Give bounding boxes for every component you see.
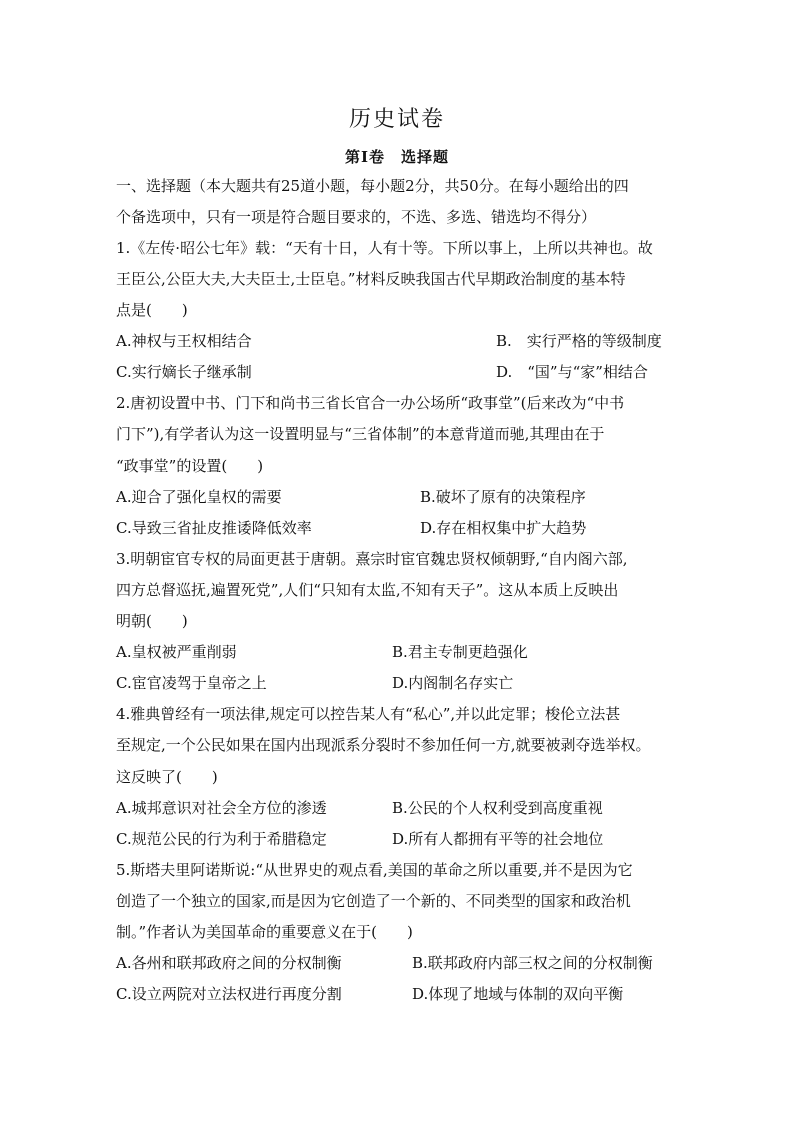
question-5-option-c[interactable]: C.设立两院对立法权进行再度分割 — [116, 985, 342, 1003]
section-heading: 第Ⅰ卷 选择题 — [344, 148, 450, 166]
question-5-option-d[interactable]: D.体现了地域与体制的双向平衡 — [412, 985, 624, 1003]
question-5-text: 创造了一个独立的国家,而是因为它创造了一个新的、不同类型的国家和政治机 — [116, 892, 631, 910]
question-3-text: 明朝( ) — [116, 612, 188, 630]
question-5-text: 制。”作者认为美国革命的重要意义在于( ) — [116, 923, 413, 941]
question-1-option-b[interactable]: B. 实行严格的等级制度 — [496, 332, 662, 350]
instructions-line: 个备选项中，只有一项是符合题目要求的，不选、多选、错选均不得分） — [116, 208, 597, 226]
question-3-text: 3.明朝宦官专权的局面更甚于唐朝。熹宗时宦官魏忠贤权倾朝野,“自内阁六部, — [116, 550, 628, 568]
question-1-option-c[interactable]: C.实行嫡长子继承制 — [116, 363, 252, 381]
question-3-option-a[interactable]: A.皇权被严重削弱 — [116, 643, 237, 661]
question-4-option-d[interactable]: D.所有人都拥有平等的社会地位 — [392, 830, 604, 848]
question-4-option-a[interactable]: A.城邦意识对社会全方位的渗透 — [116, 799, 327, 817]
question-1-option-d[interactable]: D. “国”与“家”相结合 — [496, 363, 648, 381]
question-3-option-c[interactable]: C.宦官凌驾于皇帝之上 — [116, 674, 267, 692]
instructions-line: 一、选择题（本大题共有25道小题，每小题2分，共50分。在每小题给出的四 — [116, 177, 629, 195]
question-3-text: 四方总督巡抚,遍置死党”,人们“只知有太监,不知有天子”。这从本质上反映出 — [116, 581, 619, 599]
question-2-option-d[interactable]: D.存在相权集中扩大趋势 — [420, 519, 587, 537]
question-2-text: 门下”),有学者认为这一设置明显与“三省体制”的本意背道而驰,其理由在于 — [116, 425, 605, 443]
question-3-option-d[interactable]: D.内阁制名存实亡 — [392, 674, 514, 692]
question-2-option-a[interactable]: A.迎合了强化皇权的需要 — [116, 488, 282, 506]
question-5-option-a[interactable]: A.各州和联邦政府之间的分权制衡 — [116, 954, 342, 972]
question-4-text: 这反映了( ) — [116, 768, 218, 786]
question-4-text: 4.雅典曾经有一项法律,规定可以控告某人有“私心”,并以此定罪；梭伦立法甚 — [116, 705, 621, 723]
question-1-text: 点是( ) — [116, 301, 188, 319]
page-title: 历史试卷 — [348, 107, 445, 132]
question-4-option-c[interactable]: C.规范公民的行为利于希腊稳定 — [116, 830, 327, 848]
question-5-option-b[interactable]: B.联邦政府内部三权之间的分权制衡 — [412, 954, 653, 972]
question-1-text: 王臣公,公臣大夫,大夫臣士,士臣皂。”材料反映我国古代早期政治制度的基本特 — [116, 270, 626, 288]
question-3-option-b[interactable]: B.君主专制更趋强化 — [392, 643, 528, 661]
question-4-text: 至规定,一个公民如果在国内出现派系分裂时不参加任何一方,就要被剥夺选举权。 — [116, 736, 651, 754]
question-2-option-c[interactable]: C.导致三省扯皮推诿降低效率 — [116, 519, 312, 537]
question-2-text: “政事堂”的设置( ) — [116, 457, 264, 475]
question-5-text: 5.斯塔夫里阿诺斯说:“从世界史的观点看,美国的革命之所以重要,并不是因为它 — [116, 861, 633, 879]
question-1-option-a[interactable]: A.神权与王权相结合 — [116, 332, 252, 350]
question-2-text: 2.唐初设置中书、门下和尚书三省长官合一办公场所“政事堂”(后来改为“中书 — [116, 394, 625, 412]
question-1-text: 1.《左传·昭公七年》载：“天有十日，人有十等。下所以事上，上所以共神也。故 — [116, 239, 653, 257]
question-2-option-b[interactable]: B.破坏了原有的决策程序 — [420, 488, 586, 506]
question-4-option-b[interactable]: B.公民的个人权利受到高度重视 — [392, 799, 603, 817]
